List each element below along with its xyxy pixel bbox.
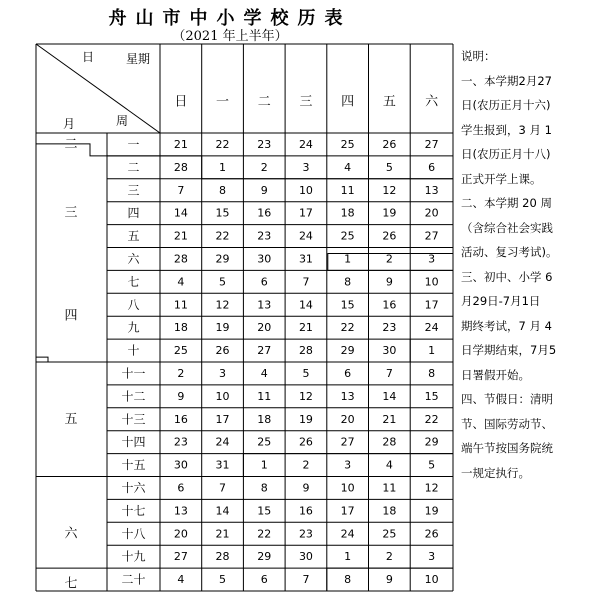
note-line: （含综合社会实践	[461, 220, 553, 235]
date-cell: 17	[298, 206, 313, 220]
calendar-subtitle: （2021 年上半年）	[172, 29, 288, 44]
date-cell: 25	[257, 435, 272, 449]
date-cell: 19	[424, 504, 439, 518]
date-cell: 1	[428, 344, 436, 358]
week-number-label: 八	[127, 297, 140, 312]
note-line: 日署假开始。	[461, 367, 530, 382]
week-number-label: 十	[127, 343, 140, 358]
date-cell: 3	[428, 252, 436, 266]
date-cell: 1	[260, 458, 268, 472]
date-cell: 20	[424, 206, 439, 220]
date-cell: 27	[257, 344, 272, 358]
date-cell: 11	[173, 298, 188, 312]
date-cell: 10	[424, 275, 439, 289]
date-cell: 13	[257, 298, 272, 312]
week-number-label: 五	[127, 229, 140, 244]
date-cell: 14	[173, 206, 188, 220]
date-cell: 8	[219, 183, 227, 197]
date-cell: 3	[428, 550, 436, 564]
date-cell: 21	[298, 321, 313, 335]
date-cell: 30	[382, 344, 397, 358]
week-number-label: 十八	[121, 526, 146, 541]
date-cell: 24	[424, 321, 439, 335]
date-cell: 30	[173, 458, 188, 472]
date-cell: 13	[173, 504, 188, 518]
date-cell: 24	[215, 435, 230, 449]
date-cell: 2	[302, 458, 310, 472]
date-cell: 15	[257, 504, 272, 518]
month-boundary-mar-apr-left	[36, 357, 62, 362]
date-cell: 5	[385, 160, 393, 174]
date-cell: 7	[302, 275, 310, 289]
date-cell: 9	[385, 275, 393, 289]
weekday-header-5: 五	[382, 94, 396, 110]
weekday-header-1: 一	[216, 94, 230, 110]
date-cell: 1	[219, 160, 227, 174]
date-cell: 26	[382, 229, 397, 243]
month-label: 二	[64, 136, 78, 152]
date-cell: 11	[382, 481, 397, 495]
week-number-label: 十一	[121, 366, 146, 381]
date-cell: 2	[260, 160, 268, 174]
date-cell: 16	[257, 206, 272, 220]
date-cell: 12	[298, 389, 313, 403]
date-cell: 8	[428, 366, 436, 380]
date-cell: 28	[298, 344, 313, 358]
date-cell: 3	[344, 458, 352, 472]
week-number-label: 三	[127, 183, 140, 198]
note-line: 日(农历正月十八)	[461, 147, 551, 161]
date-cell: 11	[257, 389, 272, 403]
date-cell: 26	[424, 527, 439, 541]
date-cell: 4	[177, 573, 185, 587]
note-line: 三、初中、小学 6	[461, 269, 553, 284]
date-cell: 10	[424, 573, 439, 587]
date-cell: 29	[215, 252, 230, 266]
date-cell: 18	[382, 504, 397, 518]
date-cell: 29	[257, 550, 272, 564]
week-number-label: 十九	[121, 549, 146, 564]
date-cell: 9	[385, 573, 393, 587]
date-cell: 24	[298, 229, 313, 243]
date-cell: 6	[344, 366, 352, 380]
date-cell: 15	[215, 206, 230, 220]
date-cell: 22	[257, 527, 272, 541]
date-cell: 7	[302, 573, 310, 587]
note-line: 一、本学期2月27	[461, 73, 552, 88]
week-number-label: 二	[127, 160, 140, 175]
date-cell: 18	[173, 321, 188, 335]
month-label: 七	[64, 576, 78, 592]
date-cell: 16	[173, 412, 188, 426]
date-cell: 21	[215, 527, 230, 541]
date-cell: 9	[177, 389, 185, 403]
date-cell: 3	[219, 366, 227, 380]
date-cell: 23	[382, 321, 397, 335]
week-number-label: 四	[127, 206, 140, 221]
date-cell: 24	[298, 137, 313, 151]
date-cell: 2	[385, 252, 393, 266]
date-cell: 26	[298, 435, 313, 449]
header-month-label: 月	[62, 117, 76, 131]
date-cell: 4	[260, 366, 268, 380]
date-cell: 25	[340, 137, 355, 151]
date-cell: 10	[298, 183, 313, 197]
week-number-label: 二十	[121, 572, 146, 587]
note-line: 日学期结束，7月5	[461, 343, 557, 357]
date-cell: 7	[219, 481, 227, 495]
date-cell: 9	[302, 481, 310, 495]
date-cell: 23	[173, 435, 188, 449]
weekday-header-3: 三	[299, 94, 313, 110]
date-cell: 13	[424, 183, 439, 197]
date-cell: 29	[340, 344, 355, 358]
date-cell: 16	[298, 504, 313, 518]
date-cell: 31	[215, 458, 230, 472]
note-line: 一规定执行。	[461, 465, 530, 480]
weekday-header-0: 日	[174, 94, 188, 110]
date-cell: 28	[173, 160, 188, 174]
table-text	[63, 50, 439, 592]
date-cell: 3	[302, 160, 310, 174]
date-cell: 10	[215, 389, 230, 403]
date-cell: 8	[260, 481, 268, 495]
date-cell: 19	[382, 206, 397, 220]
date-cell: 26	[382, 137, 397, 151]
note-line: 期终考试，7 月 4	[461, 318, 552, 333]
date-cell: 16	[382, 298, 397, 312]
note-line: 端午节按国务院统	[461, 441, 553, 455]
date-cell: 9	[260, 183, 268, 197]
date-cell: 30	[298, 550, 313, 564]
date-cell: 6	[260, 573, 268, 587]
weekday-header-4: 四	[341, 94, 355, 110]
date-cell: 8	[344, 275, 352, 289]
note-line: 二、本学期 20 周	[461, 196, 552, 210]
date-cell: 4	[177, 275, 185, 289]
date-cell: 28	[173, 252, 188, 266]
date-cell: 19	[298, 412, 313, 426]
date-cell: 27	[424, 229, 439, 243]
date-cell: 5	[219, 275, 227, 289]
date-cell: 27	[424, 137, 439, 151]
date-cell: 12	[424, 481, 439, 495]
date-cell: 15	[424, 389, 439, 403]
date-cell: 1	[344, 252, 352, 266]
date-cell: 5	[219, 573, 227, 587]
date-cell: 23	[257, 137, 272, 151]
date-cell: 23	[298, 527, 313, 541]
date-cell: 6	[177, 481, 185, 495]
date-cell: 11	[340, 183, 355, 197]
date-cell: 27	[340, 435, 355, 449]
week-number-label: 十七	[121, 503, 146, 518]
date-cell: 25	[173, 344, 188, 358]
week-number-label: 十三	[121, 412, 146, 427]
week-number-label: 一	[127, 137, 140, 152]
date-cell: 30	[257, 252, 272, 266]
note-line: 月29日-7月1日	[461, 294, 541, 308]
date-cell: 2	[385, 550, 393, 564]
date-cell: 27	[173, 550, 188, 564]
weekday-header-6: 六	[425, 94, 439, 110]
date-cell: 20	[173, 527, 188, 541]
date-cell: 22	[424, 412, 439, 426]
date-cell: 18	[340, 206, 355, 220]
date-cell: 8	[344, 573, 352, 587]
date-cell: 7	[177, 183, 185, 197]
week-number-label: 七	[127, 274, 140, 289]
month-label: 四	[64, 308, 78, 324]
note-line: 日(农历正月十六)	[461, 98, 551, 112]
week-number-label: 十五	[121, 458, 146, 473]
date-cell: 29	[424, 435, 439, 449]
note-line: 活动、复习考试)。	[461, 245, 558, 259]
note-line: 节、国际劳动节、	[461, 416, 553, 431]
notes-panel	[461, 44, 593, 485]
week-number-label: 十六	[121, 480, 146, 495]
note-line: 正式开学上课。	[461, 171, 542, 186]
date-cell: 5	[302, 366, 310, 380]
date-cell: 13	[340, 389, 355, 403]
week-number-label: 十四	[121, 435, 146, 450]
date-cell: 2	[177, 366, 185, 380]
date-cell: 25	[382, 527, 397, 541]
date-cell: 15	[340, 298, 355, 312]
date-cell: 5	[428, 458, 436, 472]
date-cell: 21	[173, 229, 188, 243]
date-cell: 7	[385, 366, 393, 380]
date-cell: 12	[215, 298, 230, 312]
note-line: 学生报到，3 月 1	[461, 122, 552, 137]
date-cell: 10	[340, 481, 355, 495]
date-cell: 21	[173, 137, 188, 151]
date-cell: 26	[215, 344, 230, 358]
note-line: 四、节假日：清明	[461, 392, 553, 406]
date-cell: 25	[340, 229, 355, 243]
date-cell: 20	[340, 412, 355, 426]
header-weekday-label: 星期	[125, 52, 151, 66]
date-cell: 31	[298, 252, 313, 266]
date-cell: 4	[344, 160, 352, 174]
header-week-label: 周	[115, 114, 129, 128]
note-line: 说明：	[461, 49, 496, 63]
calendar-title: 舟山市中小学校历表	[108, 8, 352, 29]
week-number-label: 十二	[121, 389, 146, 404]
date-cell: 17	[424, 298, 439, 312]
date-cell: 23	[257, 229, 272, 243]
month-label: 三	[64, 205, 78, 221]
date-cell: 22	[340, 321, 355, 335]
date-cell: 14	[382, 389, 397, 403]
date-cell: 19	[215, 321, 230, 335]
header-day-label: 日	[81, 50, 95, 64]
date-cell: 4	[385, 458, 393, 472]
date-cell: 6	[260, 275, 268, 289]
week-number-label: 六	[127, 251, 140, 266]
date-cell: 28	[382, 435, 397, 449]
date-cell: 6	[428, 160, 436, 174]
week-number-label: 九	[127, 320, 140, 335]
date-cell: 1	[344, 550, 352, 564]
date-cell: 14	[215, 504, 230, 518]
month-label: 六	[64, 526, 78, 542]
date-cell: 22	[215, 137, 230, 151]
date-cell: 28	[215, 550, 230, 564]
date-cell: 17	[215, 412, 230, 426]
date-cell: 21	[382, 412, 397, 426]
date-cell: 14	[298, 298, 313, 312]
date-cell: 22	[215, 229, 230, 243]
date-cell: 20	[257, 321, 272, 335]
date-cell: 24	[340, 527, 355, 541]
month-label: 五	[64, 411, 78, 427]
date-cell: 18	[257, 412, 272, 426]
date-cell: 17	[340, 504, 355, 518]
date-cell: 12	[382, 183, 397, 197]
weekday-header-2: 二	[257, 94, 271, 110]
